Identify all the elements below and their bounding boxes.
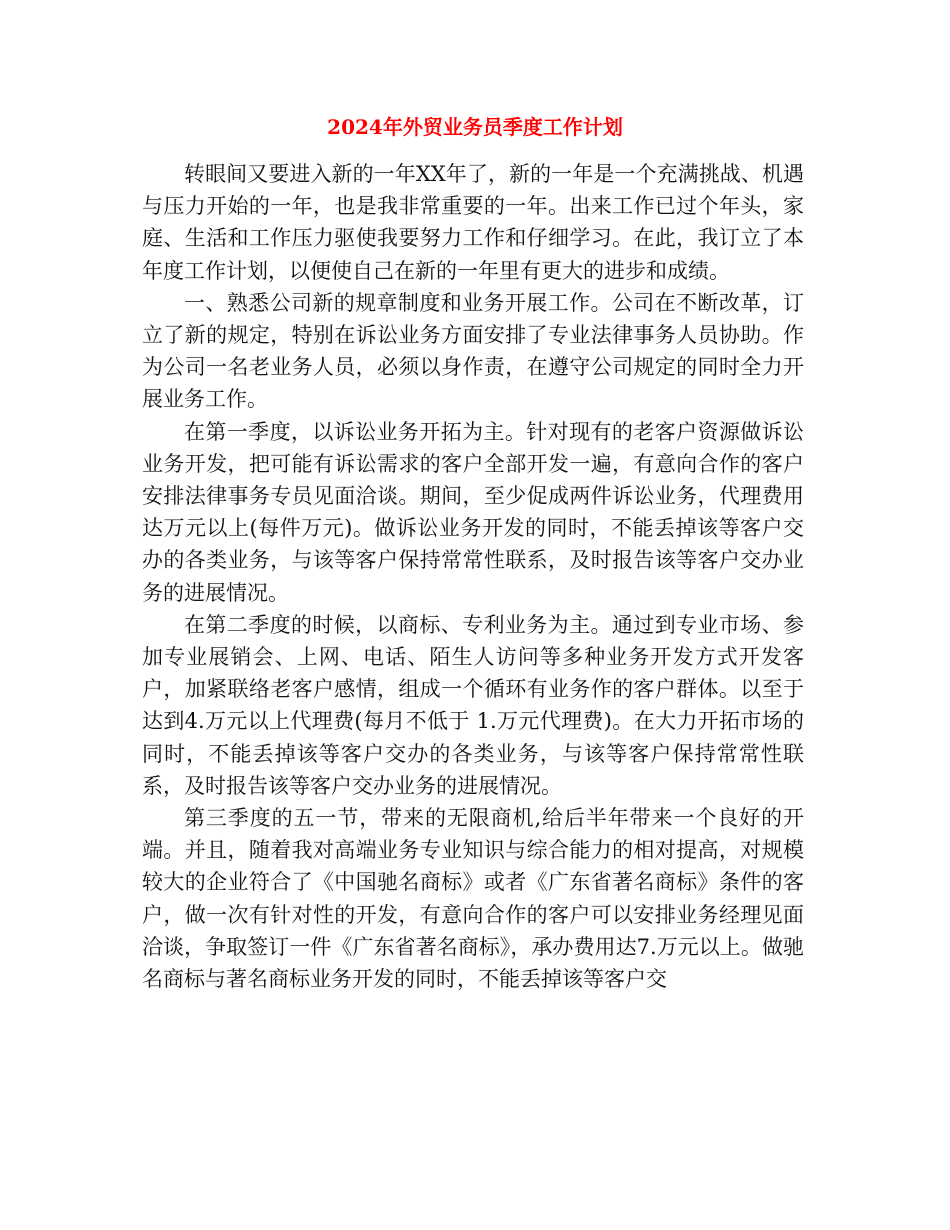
- document-body: [142, 158, 804, 995]
- document-title: 2024年外贸业务员季度工作计划: [327, 115, 623, 139]
- paragraph-q2: 在第二季度的时候，以商标、专利业务为主。通过到专业市场、参加专业展销会、上网、电话、陌生人访问等多种业务开发方式开发客户，加紧联络老客户感情，组成一个循环有业务作的客户群体。以至于达到4.万元以上代理费(每月不低于 1.万元代理费)。在大力开拓市场的同时，不能丢掉该等客户交办的各类业务，与该等客户保持常常性联系，及时报告该等客户交办业务的进展情况。: [142, 612, 804, 798]
- paragraph-q1: 在第一季度，以诉讼业务开拓为主。针对现有的老客户资源做诉讼业务开发，把可能有诉讼需求的客户全部开发一遍，有意向合作的客户安排法律事务专员见面洽谈。期间，至少促成两件诉讼业务，代理费用达万元以上(每件万元)。做诉讼业务开发的同时，不能丢掉该等客户交办的各类业务，与该等客户保持常常性联系，及时报告该等客户交办业务的进展情况。: [142, 419, 804, 605]
- paragraph-intro: 转眼间又要进入新的一年XX年了，新的一年是一个充满挑战、机遇与压力开始的一年，也是我非常重要的一年。出来工作已过个年头，家庭、生活和工作压力驱使我要努力工作和仔细学习。在此，我订立了本年度工作计划，以便使自己在新的一年里有更大的进步和成绩。: [142, 162, 804, 283]
- paragraph-rules: 一、熟悉公司新的规章制度和业务开展工作。公司在不断改革，订立了新的规定，特别在诉讼业务方面安排了专业法律事务人员协助。作为公司一名老业务人员，必须以身作责，在遵守公司规定的同时全力开展业务工作。: [142, 290, 804, 412]
- paragraph-q3: 第三季度的五一节，带来的无限商机,给后半年带来一个良好的开端。并且，随着我对高端业务专业知识与综合能力的相对提高，对规模较大的企业符合了《中国驰名商标》或者《广东省著名商标》条件的客户，做一次有针对性的开发，有意向合作的客户可以安排业务经理见面洽谈，争取签订一件《广东省著名商标》，承办费用达7.万元以上。做驰名商标与著名商标业务开发的同时，不能丢掉该等客户交: [142, 806, 804, 992]
